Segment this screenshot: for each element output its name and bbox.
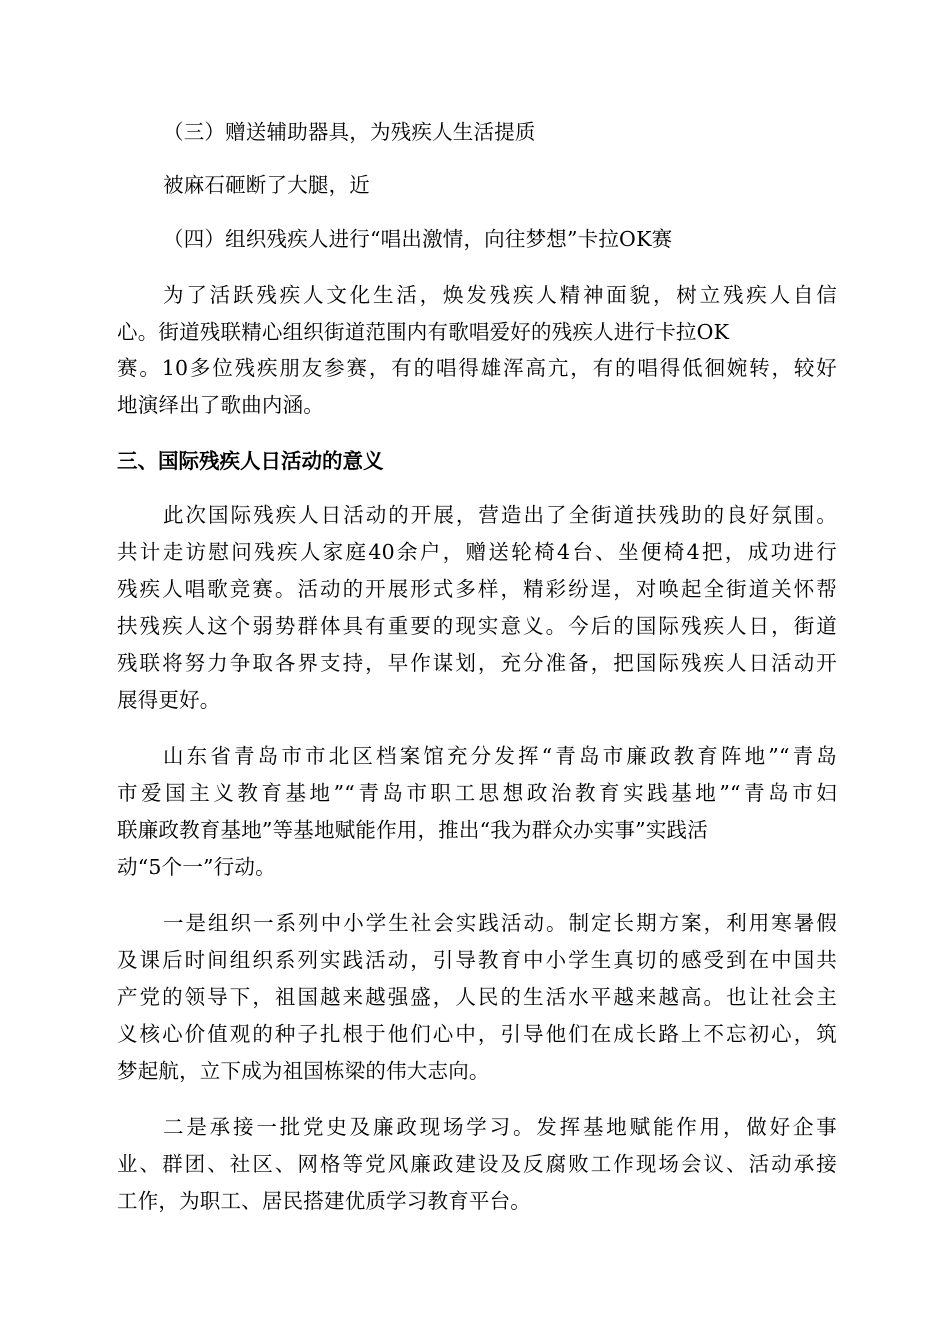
text-line: 梦起航，立下成为祖国栋梁的伟大志向。 [117,1059,490,1083]
text-line: 产党的领导下，祖国越来越强盛，人民的生活水平越来越高。也让社会主 [117,985,837,1009]
text-line: 及课后时间组织系列实践活动，引导教育中小学生真切的感受到在中国共 [117,948,837,972]
subheading-three: （三）赠送辅助器具，为残疾人生活提质 [163,120,536,144]
text-line: 残疾人唱歌竞赛。活动的开展形式多样，精彩纷逞，对唤起全街道关怀帮 [117,577,837,601]
text-line: 被麻石砸断了大腿，近 [163,173,370,197]
text-line: 联廉政教育基地”等基地赋能作用，推出“我为群众办实事”实践活 [117,818,708,842]
text-line: 二是承接一批党史及廉政现场学习。发挥基地赋能作用，做好企事 [163,1115,837,1139]
text-line: 一是组织一系列中小学生社会实践活动。制定长期方案，利用寒暑假 [163,911,837,935]
text-line: 此次国际残疾人日活动的开展，营造出了全街道扶残助的良好氛围。 [163,503,837,527]
text-line: 业、群团、社区、网格等党风廉政建设及反腐败工作现场会议、活动承接 [117,1152,837,1176]
text-line: 地演绎出了歌曲内涵。 [117,393,324,417]
subheading-four: （四）组织残疾人进行“唱出激情，向往梦想”卡拉OK赛 [163,227,673,251]
text-line: 山东省青岛市市北区档案馆充分发挥“青岛市廉政教育阵地”“青岛 [163,744,837,768]
text-line: 赛。10多位残疾朋友参赛，有的唱得雄浑高亢，有的唱得低徊婉转，较好 [117,356,837,380]
text-line: 动“5个一”行动。 [117,855,276,879]
text-line: 义核心价值观的种子扎根于他们心中，引导他们在成长路上不忘初心，筑 [117,1022,837,1046]
text-line: 共计走访慰问残疾人家庭40余户，赠送轮椅4台、坐便椅4把，成功进行 [117,540,837,564]
text-line: 扶残疾人这个弱势群体具有重要的现实意义。今后的国际残疾人日，街道 [117,614,837,638]
section-heading: 三、国际残疾人日活动的意义 [117,449,384,473]
text-line: 工作，为职工、居民搭建优质学习教育平台。 [117,1189,531,1213]
text-line: 市爱国主义教育基地”“青岛市职工思想政治教育实践基地”“青岛市妇 [117,781,837,805]
text-line: 残联将努力争取各界支持，早作谋划，充分准备，把国际残疾人日活动开 [117,651,837,675]
text-line: 为了活跃残疾人文化生活，焕发残疾人精神面貌，树立残疾人自信 [163,283,837,307]
text-line: 心。街道残联精心组织街道范围内有歌唱爱好的残疾人进行卡拉OK [117,320,730,344]
text-line: 展得更好。 [117,688,221,712]
